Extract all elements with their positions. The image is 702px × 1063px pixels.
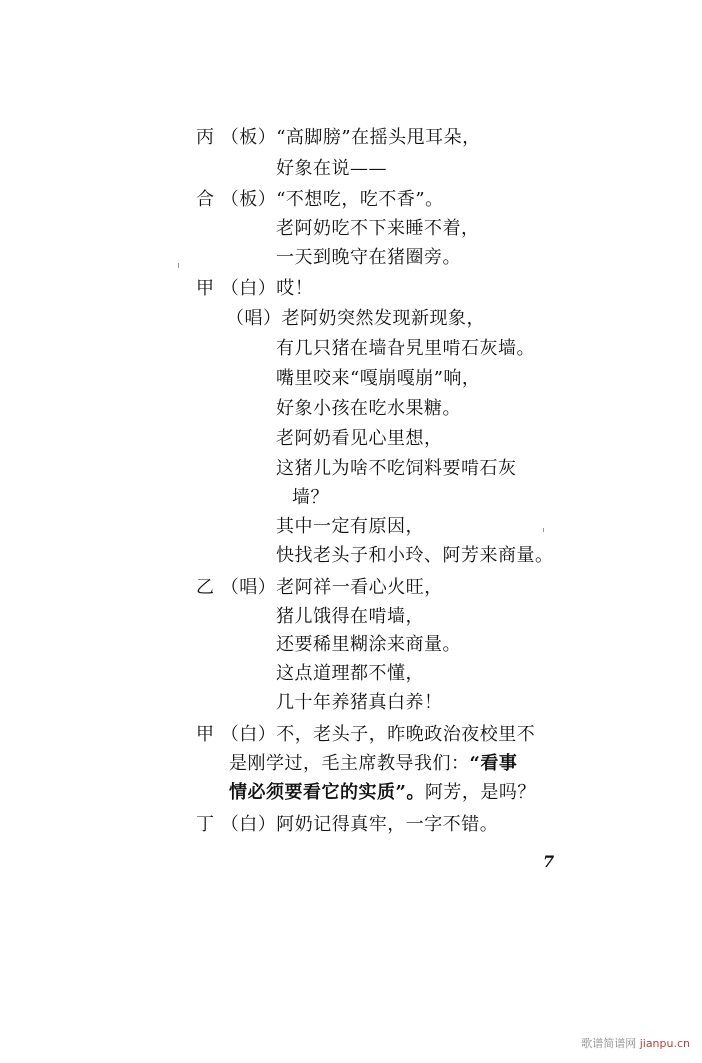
text-line — [229, 782, 536, 804]
text-line: 甲 （白）不，老头子，昨晚政治夜校里不 — [196, 724, 536, 745]
text-segment: 阿芳，是吗？ — [424, 782, 536, 803]
text-line: 甲 （白）哎！ — [196, 278, 314, 299]
quote-text-bold: “看事 — [469, 753, 518, 774]
text-line: 乙 （唱）老阿祥一看心火旺， — [196, 577, 443, 598]
text-line: 老阿奶看见心里想， — [276, 428, 443, 449]
text-line: 这猪儿为啥不吃饲料要啃石灰 — [276, 458, 517, 479]
watermark — [581, 1035, 690, 1051]
text-line: 合 （板）“不想吃，吃不香”。 — [196, 189, 444, 210]
text-line: 有几只猪在墙旮旯里啃石灰墙。 — [276, 338, 535, 359]
text-line: （唱）老阿奶突然发现新现象， — [226, 308, 485, 329]
text-line: 其中一定有原因， — [276, 516, 424, 537]
watermark-site-name: 歌谱简谱网 — [581, 1037, 637, 1050]
text-line: 丁 （白）阿奶记得真牢，一字不错。 — [196, 814, 499, 835]
text-line: 墙？ — [292, 487, 329, 508]
text-line: 老阿奶吃不下来睡不着， — [276, 218, 480, 239]
text-line: 这点道理都不懂， — [276, 663, 424, 684]
text-line: 还要稀里糊涂来商量。 — [276, 634, 461, 655]
text-line: 好象在说—— — [276, 158, 387, 179]
text-segment: 是刚学过，毛主席教导我们： — [229, 753, 470, 774]
text-line: 丙 （板）“高脚膀”在摇头甩耳朵， — [196, 127, 481, 148]
text-line — [229, 753, 517, 775]
text-line: 几十年养猪真白养！ — [276, 692, 443, 713]
scan-speck — [178, 263, 179, 268]
scan-speck — [543, 528, 544, 532]
text-line: 一天到晚守在猪圈旁。 — [276, 247, 461, 268]
quote-text-bold: 情必须要看它的实质”。 — [229, 782, 425, 803]
text-line: 好象小孩在吃水果糖。 — [276, 398, 461, 419]
text-line: 快找老头子和小玲、阿芳来商量。 — [276, 545, 554, 566]
text-line: 猪儿饿得在啃墙， — [276, 606, 424, 627]
text-line: 嘴里咬来“嘎崩嘎崩”响， — [276, 368, 481, 389]
page-number: 7 — [543, 852, 555, 871]
watermark-url: jianpu.cn — [639, 1037, 690, 1050]
